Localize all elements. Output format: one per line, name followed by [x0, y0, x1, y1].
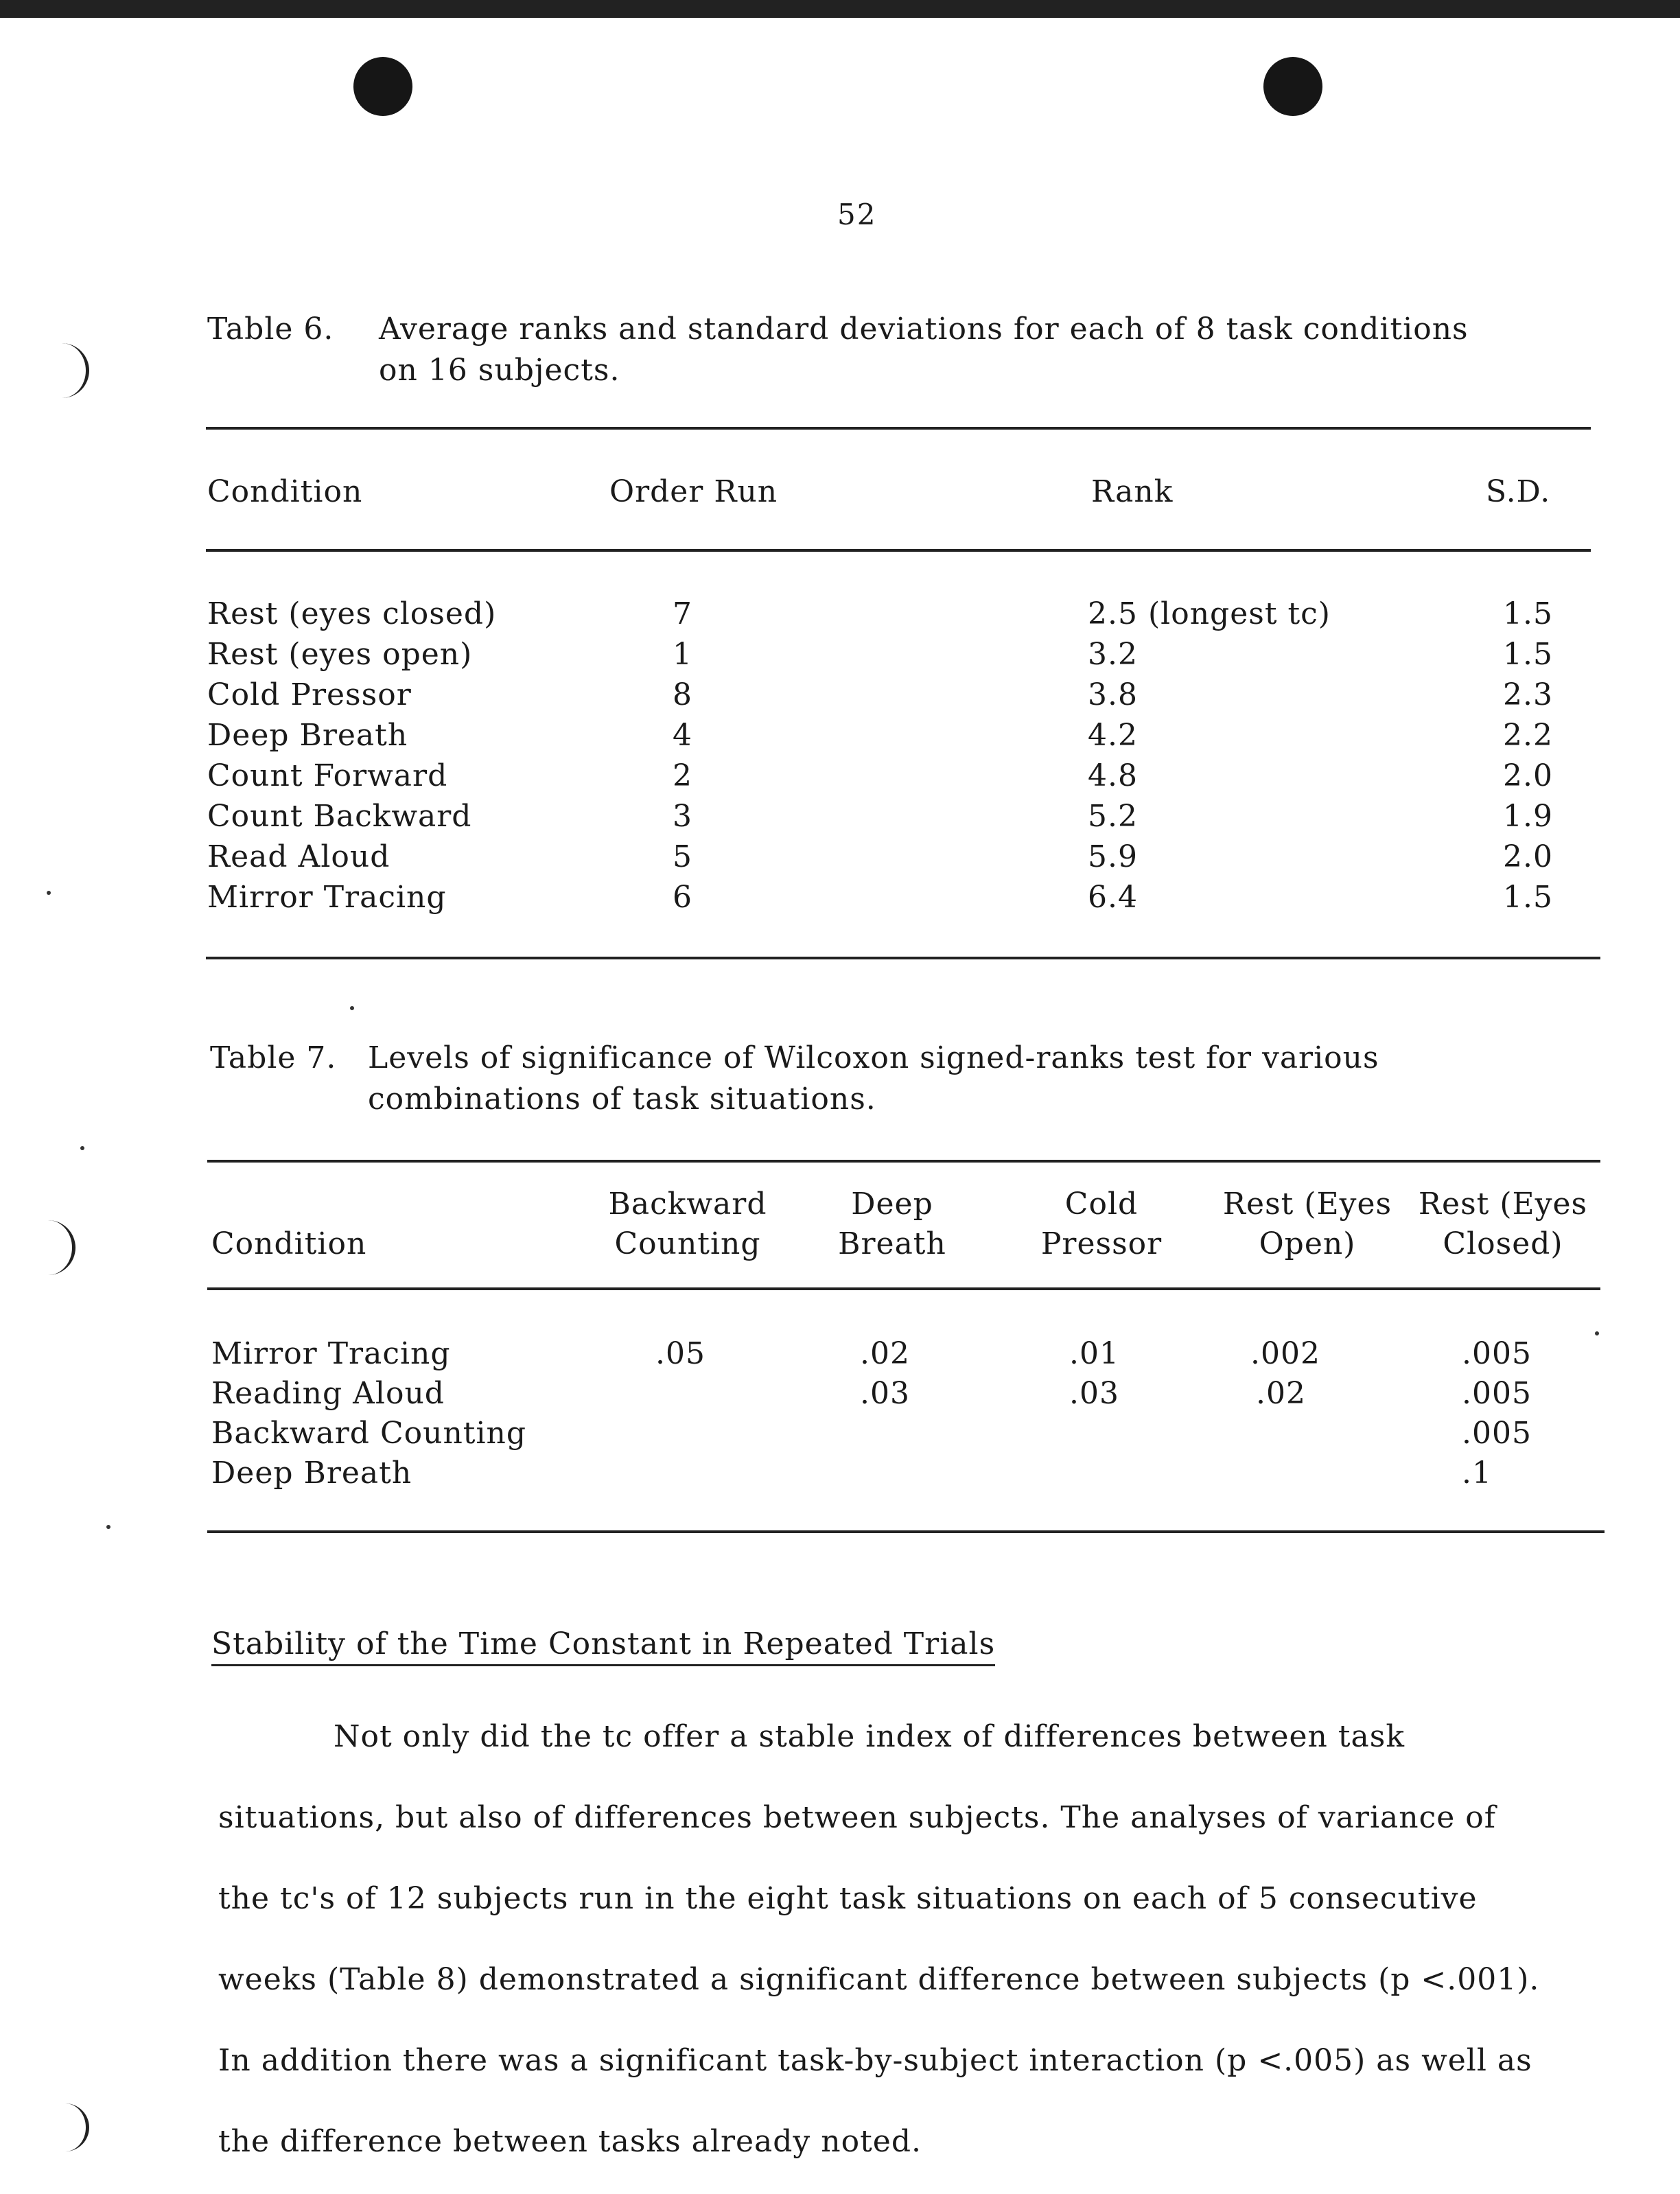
table6-header-rank: Rank	[1091, 474, 1174, 509]
table6-cell-rank: 3.8	[1088, 677, 1138, 712]
speck	[1595, 1331, 1599, 1335]
table7-header-cold-line1: Cold	[1064, 1187, 1139, 1222]
table7-header-backward-line2: Counting	[614, 1226, 761, 1261]
table6-cell-rank: 4.8	[1088, 758, 1138, 793]
table7-header-rest-open	[1208, 1184, 1407, 1264]
table7-header-rest-open-line2: Open)	[1259, 1226, 1356, 1261]
table7-caption-text: Levels of significance of Wilcoxon signed-ranks test for various combinations of task situations.	[368, 1040, 1379, 1117]
table6-cell-sd: 2.0	[1503, 758, 1553, 793]
table7-cell-rest-open: .002	[1250, 1336, 1320, 1371]
table6-cell-order: 7	[673, 596, 692, 631]
margin-mark	[51, 343, 89, 398]
speck	[80, 1146, 84, 1150]
table7-cell-rest-closed: .005	[1462, 1336, 1532, 1371]
table6-cell-order: 1	[673, 637, 692, 672]
table7-top-rule	[207, 1160, 1600, 1163]
table7-header-rest-closed-line2: Closed)	[1443, 1226, 1563, 1261]
table6-cell-condition: Mirror Tracing	[207, 880, 447, 915]
table7-header-backward	[585, 1184, 791, 1264]
table6-cell-order: 2	[673, 758, 692, 793]
table6-cell-rank: 5.2	[1088, 799, 1138, 834]
speck	[47, 891, 51, 895]
table6-cell-sd: 2.2	[1503, 718, 1553, 753]
margin-mark	[38, 1220, 75, 1275]
table7-header-rest-closed-line1: Rest (Eyes	[1418, 1187, 1588, 1222]
table6-cell-condition: Rest (eyes open)	[207, 637, 473, 672]
table7-header-cold-line2: Pressor	[1040, 1226, 1163, 1261]
table6-label: Table 6.	[207, 312, 334, 347]
margin-mark	[51, 2103, 89, 2151]
body-paragraph: Not only did the tc offer a stable index of differences between task situations, but also of differences between subjects. The analyses of variance of the tc's of 12 subjects run in the eight task situations on each of 5 consecutive weeks (Table 8) demonstrated a significant difference between subjects (p <.001). In addition there was a significant task-by-subject interaction (p <.005) as well as the difference between tasks already noted.	[218, 1719, 1540, 2159]
table7-caption	[210, 1038, 1583, 1127]
table7-cell-rest-open: .02	[1256, 1376, 1306, 1411]
table7-cell-cold: .03	[1069, 1376, 1119, 1411]
table6-cell-condition: Cold Pressor	[207, 677, 412, 712]
table6-cell-rank: 2.5 (longest tc)	[1088, 596, 1331, 631]
table7-cell-rest-closed: .005	[1462, 1416, 1532, 1451]
table7-cell-condition: Backward Counting	[211, 1416, 527, 1451]
table6-cell-condition: Rest (eyes closed)	[207, 596, 497, 631]
table7-cell-deep: .02	[860, 1336, 910, 1371]
table6-cell-rank: 6.4	[1088, 880, 1138, 915]
table7-cell-condition: Mirror Tracing	[211, 1336, 451, 1371]
table6-caption-text: Average ranks and standard deviations for each of 8 task conditions on 16 subjects.	[379, 312, 1469, 388]
section-heading: Stability of the Time Constant in Repeated Trials	[211, 1626, 995, 1666]
table7-header-deep	[796, 1184, 988, 1264]
table7-cell-condition: Deep Breath	[211, 1456, 412, 1491]
punch-hole-left	[353, 57, 412, 116]
table6-cell-sd: 2.0	[1503, 839, 1553, 874]
table6-header-rule	[206, 549, 1591, 552]
speck	[350, 1006, 354, 1010]
table6-cell-sd: 1.5	[1503, 880, 1553, 915]
table6-header-sd: S.D.	[1486, 474, 1551, 509]
table6-cell-condition: Count Backward	[207, 799, 472, 834]
table6-cell-condition: Deep Breath	[207, 718, 408, 753]
table6-cell-rank: 4.2	[1088, 718, 1138, 753]
table6-cell-rank: 5.9	[1088, 839, 1138, 874]
table7-header-deep-line1: Deep	[851, 1187, 933, 1222]
table7-cell-cold: .01	[1069, 1336, 1119, 1371]
table6-cell-order: 5	[673, 839, 692, 874]
page-number: 52	[837, 198, 877, 231]
table7-bottom-rule	[207, 1530, 1605, 1533]
table6-caption	[207, 309, 1511, 398]
table6-cell-order: 3	[673, 799, 692, 834]
punch-hole-right	[1263, 57, 1322, 116]
table7-header-rest-closed	[1403, 1184, 1602, 1264]
table7-header-condition: Condition	[211, 1226, 367, 1261]
table6-header-condition: Condition	[207, 474, 363, 509]
table6-cell-order: 6	[673, 880, 692, 915]
table6-top-rule	[206, 427, 1591, 430]
speck	[106, 1525, 110, 1529]
table7-header-rest-open-line1: Rest (Eyes	[1222, 1187, 1392, 1222]
table6-bottom-rule	[206, 957, 1600, 959]
table6-cell-condition: Count Forward	[207, 758, 448, 793]
table7-cell-backward: .05	[655, 1336, 705, 1371]
table7-cell-deep: .03	[860, 1376, 910, 1411]
table6-cell-sd: 1.5	[1503, 637, 1553, 672]
table7-cell-rest-closed: .005	[1462, 1376, 1532, 1411]
table6-cell-order: 4	[673, 718, 692, 753]
table6-cell-condition: Read Aloud	[207, 839, 390, 874]
table6-cell-sd: 1.5	[1503, 596, 1553, 631]
table7-cell-condition: Reading Aloud	[211, 1376, 445, 1411]
table6-cell-rank: 3.2	[1088, 637, 1138, 672]
table6-header-order: Order Run	[609, 474, 778, 509]
scan-top-edge	[0, 0, 1680, 18]
table6-cell-sd: 1.9	[1503, 799, 1553, 834]
table7-header-backward-line1: Backward	[608, 1187, 767, 1222]
table6-cell-sd: 2.3	[1503, 677, 1553, 712]
table7-header-deep-line2: Breath	[838, 1226, 946, 1261]
table7-cell-rest-closed: .1	[1462, 1456, 1492, 1491]
table7-label: Table 7.	[210, 1040, 337, 1075]
table7-header-cold	[1005, 1184, 1198, 1264]
table6-cell-order: 8	[673, 677, 692, 712]
table7-header-rule	[207, 1287, 1600, 1290]
